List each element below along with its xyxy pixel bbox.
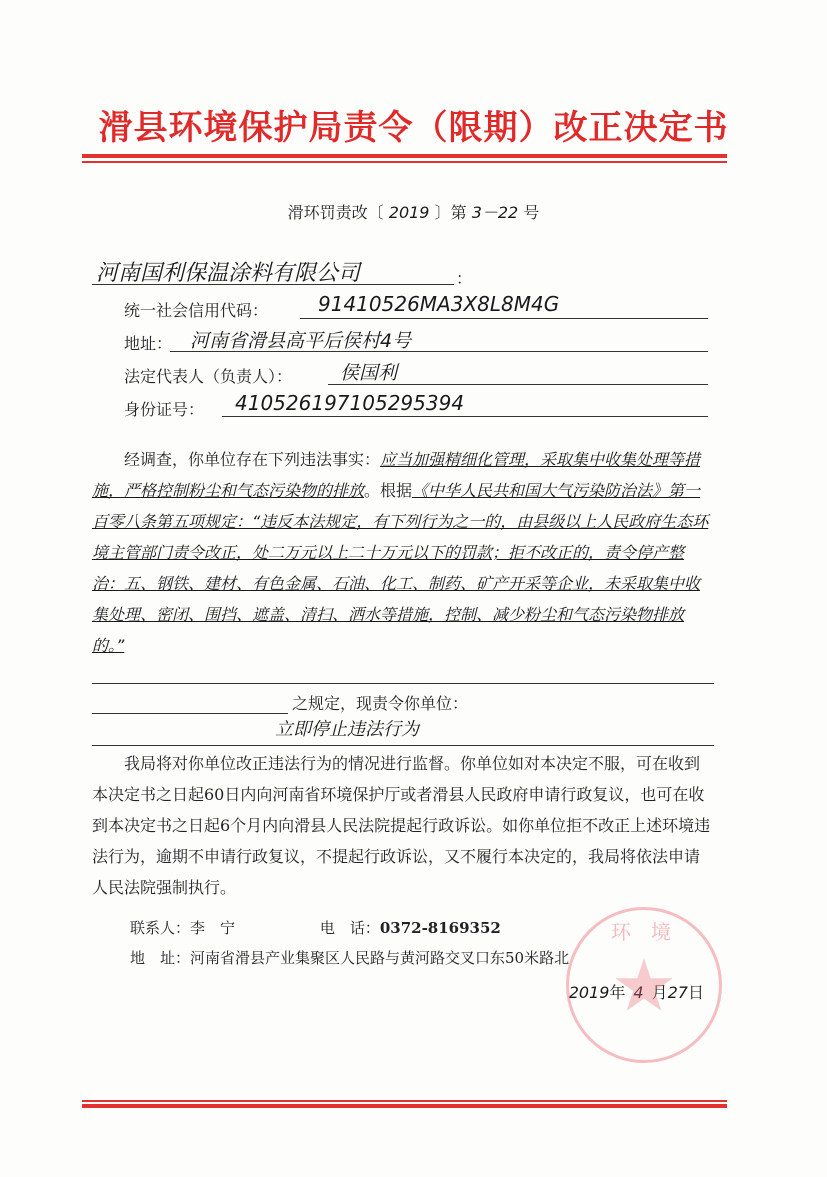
id-number-label: 身份证号： <box>124 400 205 419</box>
contact-row <box>130 913 714 943</box>
footer-divider-thin <box>82 1100 727 1102</box>
phone-number: 0372-8169352 <box>379 919 501 937</box>
address-row <box>130 943 714 973</box>
seal-text: 环 境 <box>611 920 671 944</box>
date-day-unit: 日 <box>687 983 704 1002</box>
date-day: 27 <box>667 983 688 1002</box>
order-row <box>92 684 714 714</box>
date-year: 2019 <box>568 983 610 1002</box>
order-text: 立即停止违法行为 <box>92 714 714 746</box>
field-underline <box>222 416 708 417</box>
doc-number-year: 2019 <box>388 203 430 222</box>
violation-facts <box>92 444 714 661</box>
office-address-label: 地 址： <box>130 949 191 967</box>
recipient-name: 河南国利保温涂料有限公司 <box>96 261 361 286</box>
doc-number-prefix: 滑环罚责改〔 <box>287 203 384 222</box>
blank-line <box>92 661 714 684</box>
title-divider-thin <box>82 161 727 163</box>
field-underline <box>170 351 708 352</box>
legal-rep-value: 侯国利 <box>340 362 398 384</box>
title-divider <box>82 154 727 158</box>
doc-number-suffix: 号 <box>523 203 540 222</box>
blank-line <box>92 695 288 714</box>
document-title: 滑县环境保护局责令（限期）改正决定书 <box>98 108 729 148</box>
doc-number-mid: 〕第 <box>434 203 467 222</box>
contact-person: 李 宁 <box>190 919 236 937</box>
document-body <box>92 444 714 1009</box>
issue-date <box>130 977 714 1009</box>
date-month-unit: 月 <box>651 983 668 1002</box>
date-year-unit: 年 <box>609 983 626 1002</box>
contact-person-label: 联系人： <box>130 919 191 937</box>
phone-label: 电 话： <box>319 919 380 937</box>
facts-intro: 经调查，你单位存在下列违法事实： <box>124 450 381 469</box>
field-underline <box>328 384 708 385</box>
credit-code-label: 统一社会信用代码： <box>124 301 269 320</box>
facts-fact: 应当加强精细化管理，采取集中收集处理等措施，严格控制粉尘和气态污染物的排放 <box>92 450 701 500</box>
basis-label: 。根据 <box>364 481 413 500</box>
legal-basis: 《中华人民共和国大气污染防治法》第一百零八条第五项规定：“违反本法规定，有下列行为之一的，由县级以上人民政府生态环境主管部门责令改正，处二万元以上二十万元以下的罚款；拒不改正的，责令停产整治：五、钢铁、建材、有色金属、石油、化工、制药、矿产开采等企业，未采取集中收集处理、密闭、围挡、遮盖、清扫、洒水等措施，控制、减少粉尘和气态污染物排放的。” <box>92 481 709 655</box>
date-month: 4 <box>633 983 644 1002</box>
legal-rep-label: 法定代表人（负责人）： <box>124 367 293 386</box>
document-number <box>0 200 827 223</box>
notice-paragraph: 我局将对你单位改正违法行为的情况进行监督。你单位如对本决定不服，可在收到本决定书之日起60日内向河南省环境保护厅或者滑县人民政府申请行政复议，也可在收到本决定书之日起6个月内向滑县人民法院提起行政诉讼。如你单位拒不改正上述环境违法行为，逾期不申请行政复议，不提起行政诉讼，又不履行本决定的，我局将依法申请人民法院强制执行。 <box>92 754 711 897</box>
field-underline <box>300 318 708 319</box>
office-address: 河南省滑县产业集聚区人民路与黄河路交叉口东50米路北 <box>190 949 570 967</box>
footer-divider <box>82 1104 727 1108</box>
recipient-colon: ： <box>456 269 473 288</box>
address-label: 地址： <box>124 334 173 353</box>
id-number-value: 410526197105295394 <box>235 391 465 415</box>
recipient-underline <box>92 284 454 285</box>
order-label: 之规定，现责令你单位： <box>292 694 469 713</box>
address-value: 河南省滑县高平后侯村4号 <box>190 330 412 352</box>
credit-code-value: 91410526MA3X8L8M4G <box>318 292 560 316</box>
doc-number-value: 3－22 <box>471 203 519 222</box>
contact-block <box>92 913 714 1009</box>
